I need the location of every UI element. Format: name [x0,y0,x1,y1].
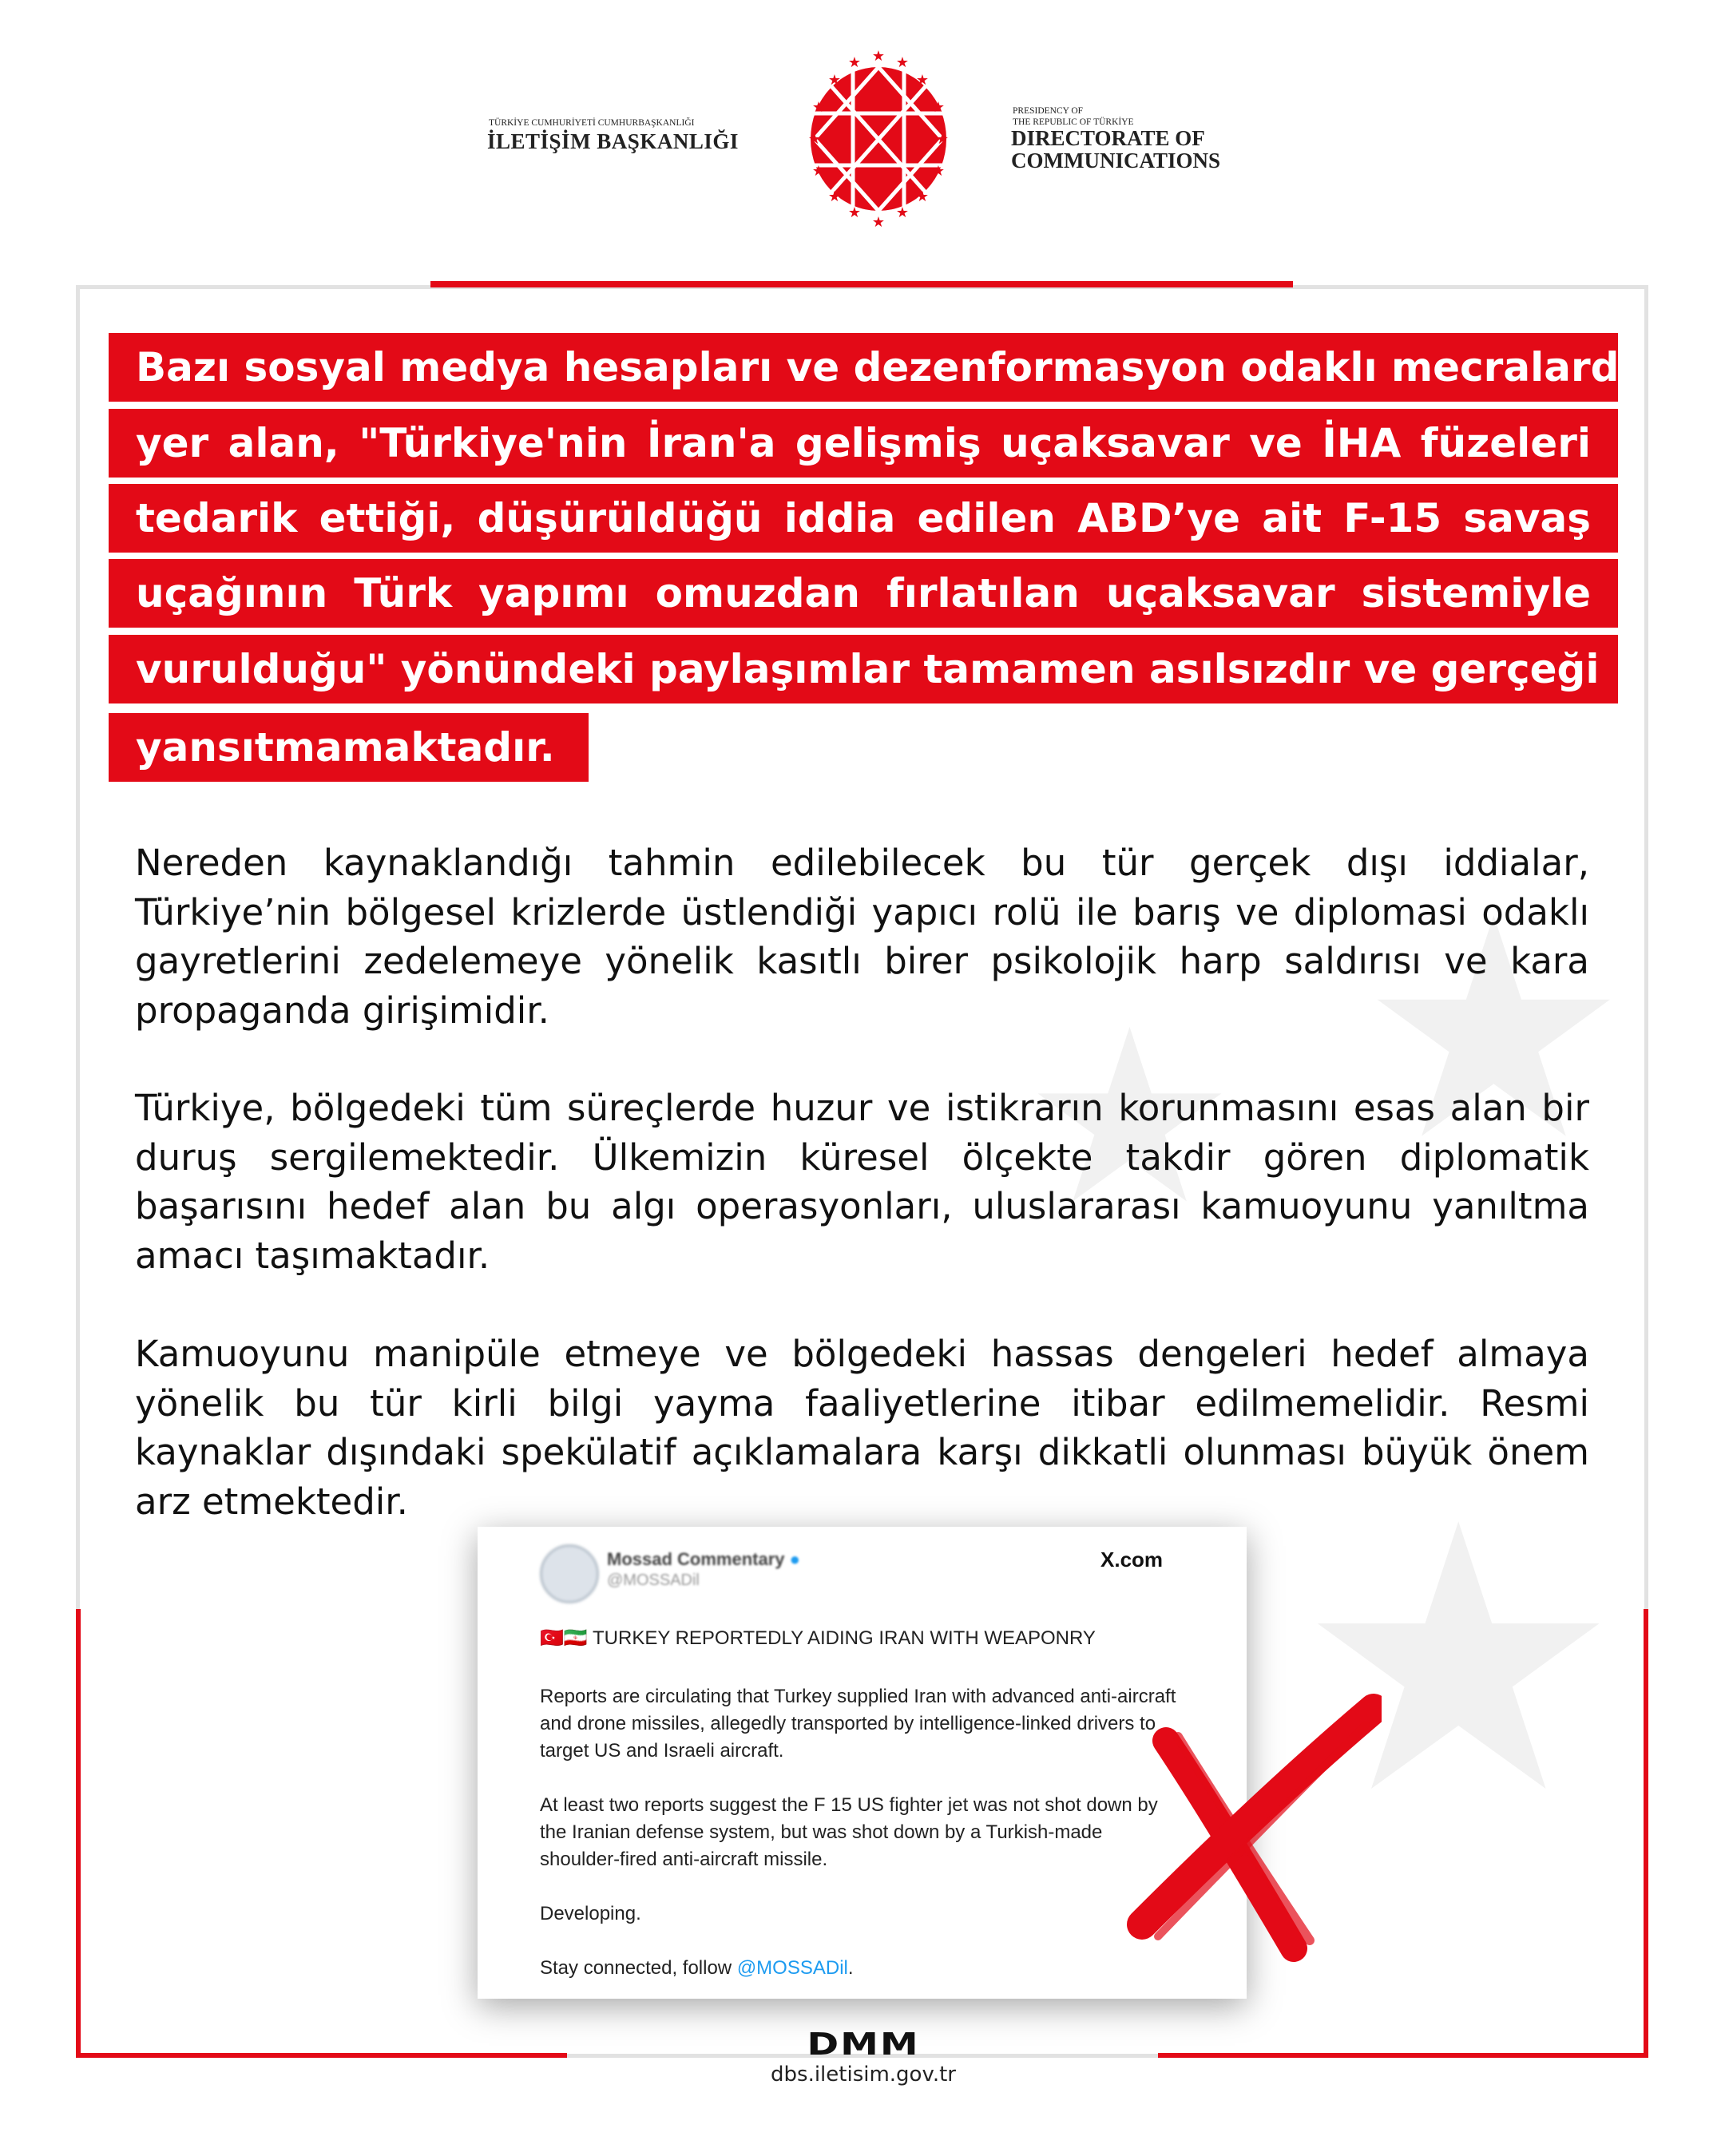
headline-line: yer alan, "Türkiye'nin İran'a gelişmiş uçaksavar ve İHA füzeleri [109,409,1618,478]
header-right-title-2: COMMUNICATIONS [1011,149,1220,172]
tweet-account-name [607,1549,800,1570]
svg-text:★: ★ [871,214,886,229]
header-right-subtitle-1: PRESIDENCY OF [1013,106,1084,116]
svg-text:★: ★ [811,99,826,116]
directorate-emblem-logo [791,50,966,229]
tweet-avatar [540,1544,599,1603]
tweet-paragraph: Reports are circulating that Turkey supplied Iran with advanced anti-aircraft and drone missiles, allegedly transported by intelligence-linked drivers to target US and Israeli aircraft. [540,1686,1176,1762]
svg-text:★: ★ [915,188,930,205]
red-x-mark-icon [1110,1693,1382,1964]
background-star-decoration: ★ [1294,1447,1624,1874]
tweet-paragraph [540,1955,1187,1982]
follow-text: Stay connected, follow [540,1957,737,1979]
verified-badge-icon: ● [789,1549,800,1569]
body-paragraph: Nereden kaynaklandığı tahmin edilebilecek bu tür gerçek dışı iddialar, Türkiye’nin bölgesel krizlerde üstlendiği yapıcı rolü ile barış ve diplomasi odaklı gayretlerini zedelemeye yönelik kasıtlı birer psikolojik harp saldırısı ve kara propaganda girişimidir. [135,842,1589,1032]
header-right-subtitle-2: THE REPUBLIC OF TÜRKİYE [1013,117,1134,127]
background-star-decoration: ★ [1022,978,1237,1257]
tweet-title-text: TURKEY REPORTEDLY AIDING IRAN WITH WEAPONRY [593,1627,1096,1649]
header-right-title-1: DIRECTORATE OF [1011,126,1205,150]
svg-text:★: ★ [807,131,822,148]
headline-line: yansıtmamaktadır. [109,713,589,782]
body-paragraph: Kamuoyunu manipüle etmeye ve bölgedeki hassas dengeleri hedef almaya yönelik bu tür kirli bilgi yayma faaliyetlerine itibar edilmemelidir. Resmi kaynaklar dışındaki spekülatif açıklamalara karşı dikkatli olunması büyük önem arz etmektedir. [135,1333,1589,1523]
headline-line: uçağının Türk yapımı omuzdan fırlatılan uçaksavar sistemiyle [109,559,1618,628]
tweet-paragraph: Developing. [540,1903,641,1924]
tweet-paragraph: At least two reports suggest the F 15 US fighter jet was not shot down by the Iranian defense system, but was shot down by a Turkish-made shoulder-fired anti-aircraft missile. [540,1794,1158,1870]
tweet-source-label: X.com [1100,1548,1164,1571]
svg-text:★: ★ [931,99,946,116]
follow-suffix: . [847,1957,854,1979]
svg-text:★: ★ [931,163,946,180]
dmm-logo: DMM [807,2026,920,2063]
header-left-title: İLETİŞİM BAŞKANLIĞI [487,129,739,153]
svg-text:★: ★ [811,163,826,180]
headline-line: Bazı sosyal medya hesapları ve dezenformasyon odaklı mecralarda [109,333,1618,402]
tweet-handle: @MOSSADil [607,1571,700,1589]
svg-text:★: ★ [827,188,842,205]
bottom-right-red-accent-line [1158,2053,1648,2058]
header-left-subtitle: TÜRKİYE CUMHURİYETİ CUMHURBAŞKANLIĞI [489,118,695,128]
account-name-text: Mossad Commentary [607,1549,785,1569]
svg-text:★: ★ [895,204,910,221]
left-red-accent-line [76,1609,81,2058]
svg-text:★: ★ [827,72,842,89]
bottom-left-red-accent-line [76,2053,567,2058]
top-red-accent-line [430,281,1293,287]
headline-line: tedarik ettiği, düşürüldüğü iddia edilen ABD’ye ait F-15 savaş [109,484,1618,553]
svg-text:★: ★ [915,72,930,89]
tweet-handle-link[interactable]: @MOSSADil [736,1957,848,1979]
headline-line: vurulduğu" yönündeki paylaşımlar tamamen asılsızdır ve gerçeği [109,635,1618,703]
footer-url[interactable]: dbs.iletisim.gov.tr [771,2063,956,2087]
right-red-accent-line [1644,1609,1648,2058]
tweet-body [540,1683,1187,1982]
tweet-title [540,1627,1096,1650]
svg-text:★: ★ [871,50,886,65]
turkey-iran-flags-icon: 🇹🇷🇮🇷 [540,1627,588,1649]
svg-text:★: ★ [847,204,862,221]
background-star-decoration: ★ [1358,853,1630,1207]
svg-text:★: ★ [847,54,862,71]
svg-text:★: ★ [895,54,910,71]
svg-text:★: ★ [935,131,950,148]
body-paragraph: Türkiye, bölgedeki tüm süreçlerde huzur ve istikrarın korunmasını esas alan bir duruş sergilemektedir. Ülkemizin küresel ölçekte takdir gören diplomatik başarısını hedef alan bu algı operasyonları, uluslararası kamuoyunu yanıltma amacı taşımaktadır. [135,1087,1589,1277]
